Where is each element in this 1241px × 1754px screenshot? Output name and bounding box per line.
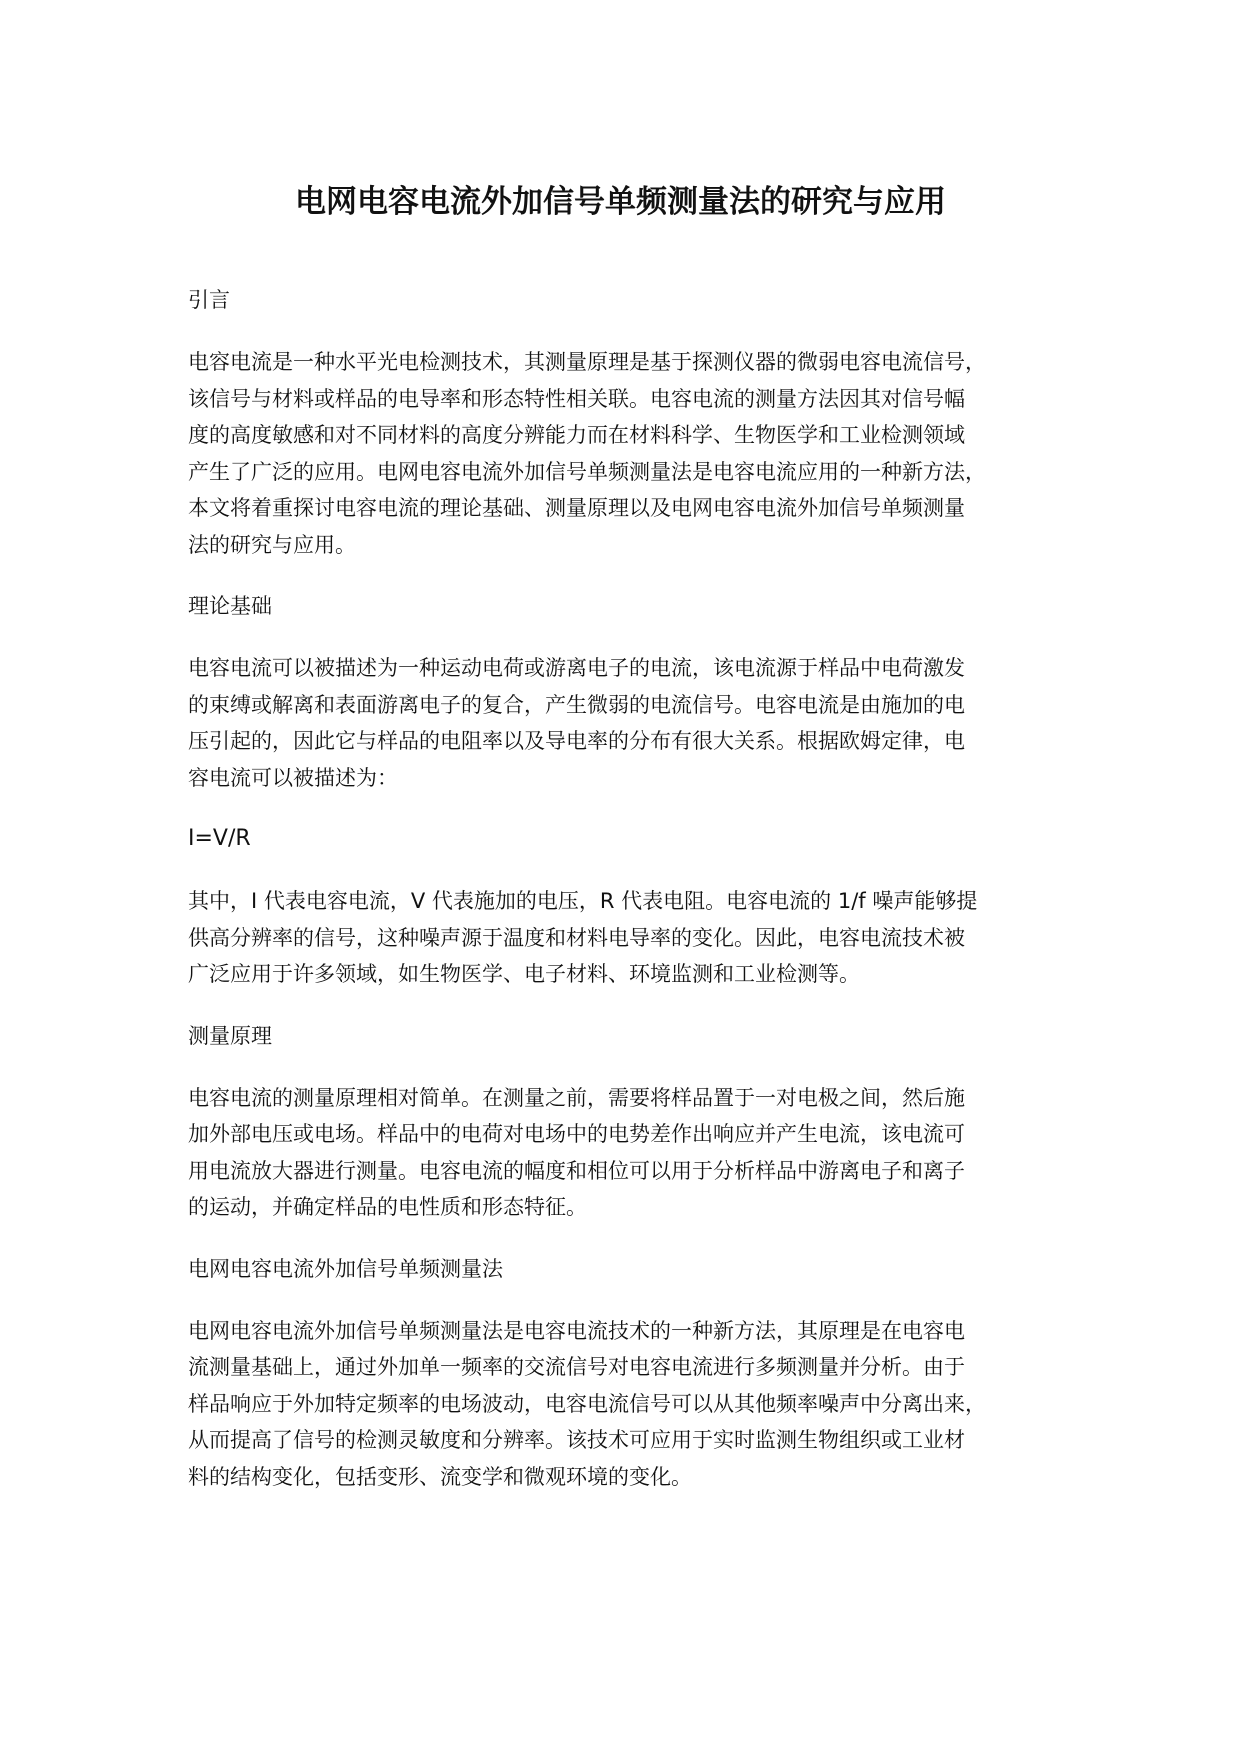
- paragraph-line: 料的结构变化，包括变形、流变学和微观环境的变化。: [188, 1464, 692, 1489]
- section-heading-theory: 理论基础: [188, 594, 272, 618]
- paragraph-line: 其中，I 代表电容电流，V 代表施加的电压，R 代表电阻。电容电流的 1/f 噪声能够提: [188, 889, 978, 913]
- paragraph-line: 压引起的，因此它与样品的电阻率以及导电率的分布有很大关系。根据欧姆定律，电: [188, 729, 965, 753]
- paragraph-line: 的束缚或解离和表面游离电子的复合，产生微弱的电流信号。电容电流是由施加的电: [188, 692, 965, 717]
- paragraph-line: 电容电流可以被描述为一种运动电荷或游离电子的电流，该电流源于样品中电荷激发: [188, 656, 965, 680]
- paragraph-line: 电容电流是一种水平光电检测技术，其测量原理是基于探测仪器的微弱电容电流信号，: [188, 350, 986, 374]
- paragraph-measurement-principle: [188, 1080, 1068, 1226]
- document-body: [188, 283, 1068, 1521]
- paragraph-line: 流测量基础上，通过外加单一频率的交流信号对电容电流进行多频测量并分析。由于: [188, 1355, 965, 1379]
- paragraph-line: 从而提高了信号的检测灵敏度和分辨率。该技术可应用于实时监测生物组织或工业材: [188, 1428, 965, 1452]
- section-heading-introduction: 引言: [188, 288, 230, 312]
- paragraph-line: 广泛应用于许多领域，如生物医学、电子材料、环境监测和工业检测等。: [188, 962, 860, 986]
- paragraph-line: 的运动，并确定样品的电性质和形态特征。: [188, 1195, 587, 1219]
- ohms-law-formula: I=V/R: [188, 826, 251, 851]
- paragraph-line: 样品响应于外加特定频率的电场波动，电容电流信号可以从其他频率噪声中分离出来，: [188, 1391, 986, 1416]
- paragraph-single-frequency-method: [188, 1313, 1068, 1496]
- paragraph-line: 供高分辨率的信号，这种噪声源于温度和材料电导率的变化。因此，电容电流技术被: [188, 925, 965, 950]
- section-heading-measurement-principle: 测量原理: [188, 1023, 272, 1048]
- paragraph-theory: [188, 650, 1068, 796]
- document-title: 电网电容电流外加信号单频测量法的研究与应用: [295, 184, 946, 220]
- paragraph-line: 本文将着重探讨电容电流的理论基础、测量原理以及电网电容电流外加信号单频测量: [188, 496, 965, 520]
- paragraph-theory-explanation: [188, 883, 1068, 993]
- paragraph-line: 电容电流的测量原理相对简单。在测量之前，需要将样品置于一对电极之间，然后施: [188, 1085, 965, 1110]
- paragraph-line: 用电流放大器进行测量。电容电流的幅度和相位可以用于分析样品中游离电子和离子: [188, 1158, 965, 1183]
- paragraph-line: 加外部电压或电场。样品中的电荷对电场中的电势差作出响应并产生电流，该电流可: [188, 1122, 965, 1146]
- paragraph-introduction: [188, 344, 1068, 563]
- paragraph-line: 容电流可以被描述为：: [188, 765, 398, 790]
- paragraph-line: 法的研究与应用。: [188, 532, 356, 557]
- section-heading-single-frequency-method: 电网电容电流外加信号单频测量法: [188, 1256, 503, 1281]
- paragraph-line: 该信号与材料或样品的电导率和形态特性相关联。电容电流的测量方法因其对信号幅: [188, 386, 965, 411]
- paragraph-line: 电网电容电流外加信号单频测量法是电容电流技术的一种新方法，其原理是在电容电: [188, 1318, 965, 1343]
- paragraph-line: 产生了广泛的应用。电网电容电流外加信号单频测量法是电容电流应用的一种新方法，: [188, 459, 986, 484]
- paragraph-line: 度的高度敏感和对不同材料的高度分辨能力而在材料科学、生物医学和工业检测领域: [188, 423, 965, 447]
